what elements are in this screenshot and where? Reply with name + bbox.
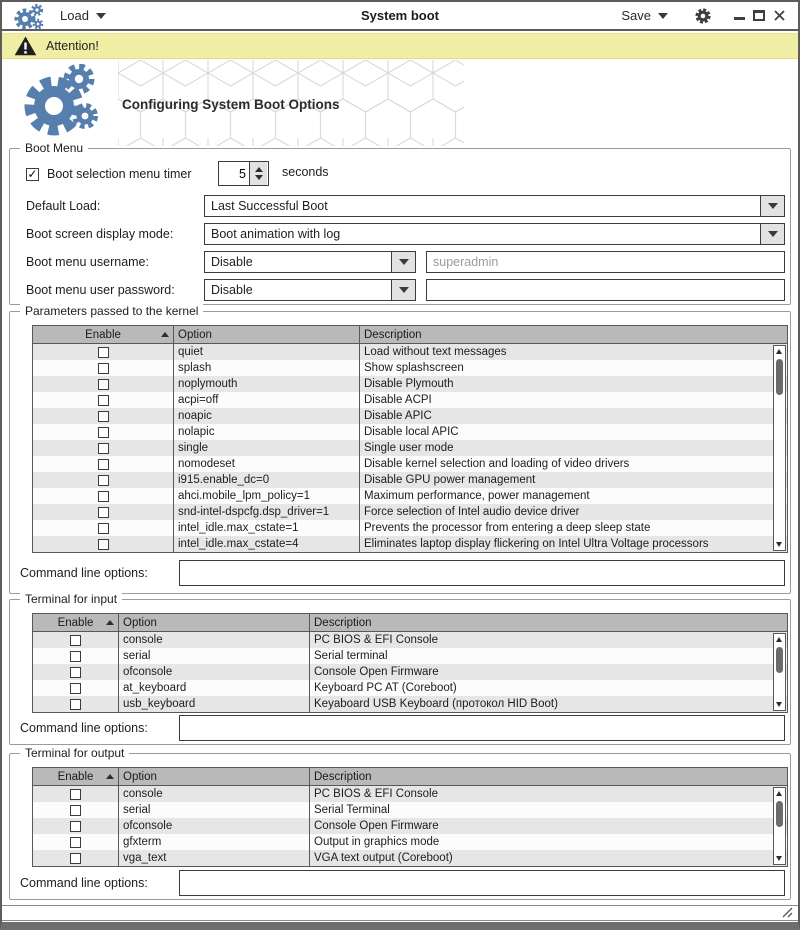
terminal-output-cmd-input[interactable] (179, 870, 785, 896)
description-cell: Console Open Firmware (309, 818, 787, 834)
scroll-up-icon[interactable] (776, 637, 782, 642)
table-header (33, 326, 787, 344)
combo-arrow-button[interactable] (760, 224, 784, 244)
table-row[interactable] (33, 504, 787, 520)
scrollbar[interactable] (773, 787, 786, 865)
option-cell: nomodeset (173, 456, 359, 472)
column-header-option[interactable]: Option (173, 326, 359, 343)
password-row (26, 279, 785, 301)
column-header-option[interactable]: Option (118, 768, 309, 785)
row-checkbox[interactable] (70, 821, 81, 832)
scroll-up-icon[interactable] (776, 349, 782, 354)
terminal-output-legend: Terminal for output (20, 746, 129, 760)
option-cell: gfxterm (118, 834, 309, 850)
spin-down-icon[interactable] (255, 175, 263, 180)
timer-label: Boot selection menu timer (47, 167, 192, 181)
terminal-input-group (9, 592, 791, 745)
option-cell: ofconsole (118, 818, 309, 834)
menu-bar (2, 2, 798, 31)
terminal-output-table (32, 767, 788, 867)
table-row[interactable] (33, 802, 787, 818)
option-cell: serial (118, 648, 309, 664)
description-cell: Console Open Firmware (309, 664, 787, 680)
terminal-output-cmd-row (20, 869, 785, 896)
table-row[interactable] (33, 850, 787, 866)
scroll-down-icon[interactable] (776, 856, 782, 861)
combo-arrow-button[interactable] (391, 252, 415, 272)
option-cell: quiet (173, 344, 359, 360)
option-cell: noapic (173, 408, 359, 424)
description-cell: Output in graphics mode (309, 834, 787, 850)
scrollbar[interactable] (773, 633, 786, 711)
warning-triangle-icon (14, 36, 37, 56)
resize-grip-icon[interactable] (781, 907, 794, 918)
load-menu-button[interactable] (60, 8, 106, 23)
row-checkbox[interactable] (98, 443, 109, 454)
column-header-description[interactable]: Description (309, 614, 787, 631)
check-icon: ✓ (27, 167, 38, 181)
username-mode-value: Disable (211, 255, 253, 269)
table-row[interactable] (33, 786, 787, 802)
table-row[interactable] (33, 344, 787, 360)
row-checkbox[interactable] (98, 347, 109, 358)
column-header-description[interactable]: Description (309, 768, 787, 785)
password-label: Boot menu user password: (26, 283, 175, 297)
option-cell: ahci.mobile_lpm_policy=1 (173, 488, 359, 504)
default-load-label: Default Load: (26, 199, 101, 213)
terminal-input-cmd-label: Command line options: (20, 720, 148, 735)
column-header-description[interactable]: Description (359, 326, 787, 343)
table-row[interactable] (33, 696, 787, 712)
row-checkbox[interactable] (98, 523, 109, 534)
terminal-input-legend: Terminal for input (20, 592, 122, 606)
table-row[interactable] (33, 488, 787, 504)
row-checkbox[interactable] (70, 635, 81, 646)
option-cell: usb_keyboard (118, 696, 309, 712)
password-input[interactable] (426, 279, 785, 301)
chevron-down-icon (96, 13, 106, 19)
spin-up-icon[interactable] (255, 167, 263, 172)
chevron-down-icon (399, 287, 409, 293)
kernel-cmd-row (20, 559, 785, 587)
terminal-output-group (9, 746, 791, 900)
default-load-value: Last Successful Boot (211, 199, 328, 213)
option-cell: intel_idle.max_cstate=4 (173, 536, 359, 552)
row-checkbox[interactable] (70, 699, 81, 710)
kernel-params-table (32, 325, 788, 553)
table-header (33, 768, 787, 786)
display-mode-value: Boot animation with log (211, 227, 341, 241)
scroll-down-icon[interactable] (776, 542, 782, 547)
timer-unit-label: seconds (282, 165, 329, 179)
row-checkbox[interactable] (70, 789, 81, 800)
page-title: Configuring System Boot Options (122, 97, 340, 112)
default-load-row (26, 195, 785, 217)
option-cell: intel_idle.max_cstate=1 (173, 520, 359, 536)
table-row[interactable] (33, 472, 787, 488)
default-load-combobox[interactable] (204, 195, 785, 217)
maximize-icon[interactable] (753, 10, 765, 21)
chevron-down-icon (768, 203, 778, 209)
scrollbar-thumb[interactable] (776, 647, 783, 673)
display-mode-label: Boot screen display mode: (26, 227, 174, 241)
terminal-output-cmd-label: Command line options: (20, 875, 148, 890)
terminal-input-table (32, 613, 788, 713)
row-checkbox[interactable] (98, 475, 109, 486)
row-checkbox[interactable] (70, 667, 81, 678)
column-header-enable[interactable] (33, 326, 173, 343)
save-menu-button[interactable] (621, 8, 668, 23)
attention-text: Attention! (46, 39, 99, 53)
description-cell: PC BIOS & EFI Console (309, 632, 787, 648)
row-checkbox[interactable] (98, 379, 109, 390)
description-cell: VGA text output (Coreboot) (309, 850, 787, 866)
description-cell: Keyboard PC AT (Coreboot) (309, 680, 787, 696)
description-cell: Force selection of Intel audio device driver (359, 504, 787, 520)
page-header (2, 59, 798, 147)
table-row[interactable] (33, 536, 787, 552)
status-bar (2, 905, 798, 921)
option-cell: at_keyboard (118, 680, 309, 696)
description-cell: Single user mode (359, 440, 787, 456)
scrollbar[interactable] (773, 345, 786, 551)
boot-menu-legend: Boot Menu (20, 141, 88, 155)
scrollbar-thumb[interactable] (776, 359, 783, 395)
combo-arrow-button[interactable] (391, 280, 415, 300)
table-row[interactable] (33, 440, 787, 456)
timer-checkbox[interactable] (26, 168, 39, 181)
option-cell: acpi=off (173, 392, 359, 408)
row-checkbox[interactable] (70, 853, 81, 864)
table-row[interactable] (33, 648, 787, 664)
description-cell: PC BIOS & EFI Console (309, 786, 787, 802)
description-cell: Disable GPU power management (359, 472, 787, 488)
username-label: Boot menu username: (26, 255, 149, 269)
option-cell: i915.enable_dc=0 (173, 472, 359, 488)
description-cell: Keyaboard USB Keyboard (протокол HID Boot) (309, 696, 787, 712)
table-body (33, 632, 787, 712)
scrollbar-thumb[interactable] (776, 801, 783, 827)
row-checkbox[interactable] (98, 507, 109, 518)
row-checkbox[interactable] (70, 651, 81, 662)
sort-ascending-icon (161, 332, 169, 337)
sort-ascending-icon (106, 774, 114, 779)
chevron-down-icon (658, 13, 668, 19)
description-cell: Disable kernel selection and loading of video drivers (359, 456, 787, 472)
chevron-down-icon (399, 259, 409, 265)
app-gears-icon (14, 2, 44, 30)
description-cell: Disable APIC (359, 408, 787, 424)
description-cell: Serial Terminal (309, 802, 787, 818)
row-checkbox[interactable] (70, 805, 81, 816)
row-checkbox[interactable] (98, 411, 109, 422)
window-title: System boot (360, 8, 439, 23)
description-cell: Disable local APIC (359, 424, 787, 440)
option-cell: single (173, 440, 359, 456)
row-checkbox[interactable] (98, 491, 109, 502)
table-row[interactable] (33, 408, 787, 424)
description-cell: Serial terminal (309, 648, 787, 664)
table-row[interactable] (33, 818, 787, 834)
terminal-input-cmd-input[interactable] (179, 715, 785, 741)
kernel-cmd-label: Command line options: (20, 566, 148, 580)
table-row[interactable] (33, 664, 787, 680)
combo-arrow-button[interactable] (760, 196, 784, 216)
row-checkbox[interactable] (98, 427, 109, 438)
close-icon[interactable] (773, 9, 786, 22)
description-cell: Prevents the processor from entering a deep sleep state (359, 520, 787, 536)
boot-menu-group (9, 141, 791, 305)
username-row (26, 251, 785, 273)
row-checkbox[interactable] (98, 459, 109, 470)
table-body (33, 344, 787, 552)
table-row[interactable] (33, 632, 787, 648)
scroll-down-icon[interactable] (776, 702, 782, 707)
option-cell: serial (118, 802, 309, 818)
table-row[interactable] (33, 360, 787, 376)
enable-header-label: Enable (85, 328, 121, 341)
table-row[interactable] (33, 680, 787, 696)
table-row[interactable] (33, 392, 787, 408)
enable-header-label: Enable (57, 616, 94, 629)
timer-row (26, 161, 785, 187)
settings-gear-icon[interactable] (694, 7, 712, 25)
option-cell: ofconsole (118, 664, 309, 680)
column-header-enable[interactable] (33, 768, 118, 785)
option-cell: splash (173, 360, 359, 376)
option-cell: console (118, 632, 309, 648)
table-body (33, 786, 787, 866)
terminal-input-cmd-row (20, 714, 785, 741)
table-row[interactable] (33, 424, 787, 440)
row-checkbox[interactable] (98, 395, 109, 406)
minimize-icon[interactable] (734, 17, 745, 20)
password-mode-value: Disable (211, 283, 253, 297)
column-header-enable[interactable] (33, 614, 118, 631)
username-mode-combobox[interactable] (204, 251, 416, 273)
table-header (33, 614, 787, 632)
kernel-params-legend: Parameters passed to the kernel (20, 304, 203, 318)
kernel-params-group (9, 304, 791, 594)
username-input[interactable] (426, 251, 785, 273)
timer-value-input[interactable] (219, 162, 249, 185)
timer-spinner (218, 161, 269, 186)
display-mode-row (26, 223, 785, 245)
description-cell: Eliminates laptop display flickering on Intel Ultra Voltage processors (359, 536, 787, 552)
load-menu-label: Load (60, 8, 89, 23)
scroll-up-icon[interactable] (776, 791, 782, 796)
description-cell: Disable Plymouth (359, 376, 787, 392)
description-cell: Load without text messages (359, 344, 787, 360)
row-checkbox[interactable] (98, 539, 109, 550)
sort-ascending-icon (106, 620, 114, 625)
table-row[interactable] (33, 520, 787, 536)
kernel-cmd-input[interactable] (179, 560, 785, 586)
option-cell: noplymouth (173, 376, 359, 392)
enable-header-label: Enable (57, 770, 94, 783)
row-checkbox[interactable] (70, 683, 81, 694)
row-checkbox[interactable] (98, 363, 109, 374)
table-row[interactable] (33, 834, 787, 850)
option-cell: nolapic (173, 424, 359, 440)
option-cell: vga_text (118, 850, 309, 866)
password-mode-combobox[interactable] (204, 279, 416, 301)
chevron-down-icon (768, 231, 778, 237)
table-row[interactable] (33, 376, 787, 392)
header-gears-icon (22, 64, 108, 142)
display-mode-combobox[interactable] (204, 223, 785, 245)
save-menu-label: Save (621, 8, 651, 23)
option-cell: snd-intel-dspcfg.dsp_driver=1 (173, 504, 359, 520)
table-row[interactable] (33, 456, 787, 472)
attention-banner (2, 33, 798, 59)
description-cell: Disable ACPI (359, 392, 787, 408)
description-cell: Show splashscreen (359, 360, 787, 376)
spinner-buttons[interactable] (249, 162, 267, 185)
column-header-option[interactable]: Option (118, 614, 309, 631)
option-cell: console (118, 786, 309, 802)
description-cell: Maximum performance, power management (359, 488, 787, 504)
row-checkbox[interactable] (70, 837, 81, 848)
